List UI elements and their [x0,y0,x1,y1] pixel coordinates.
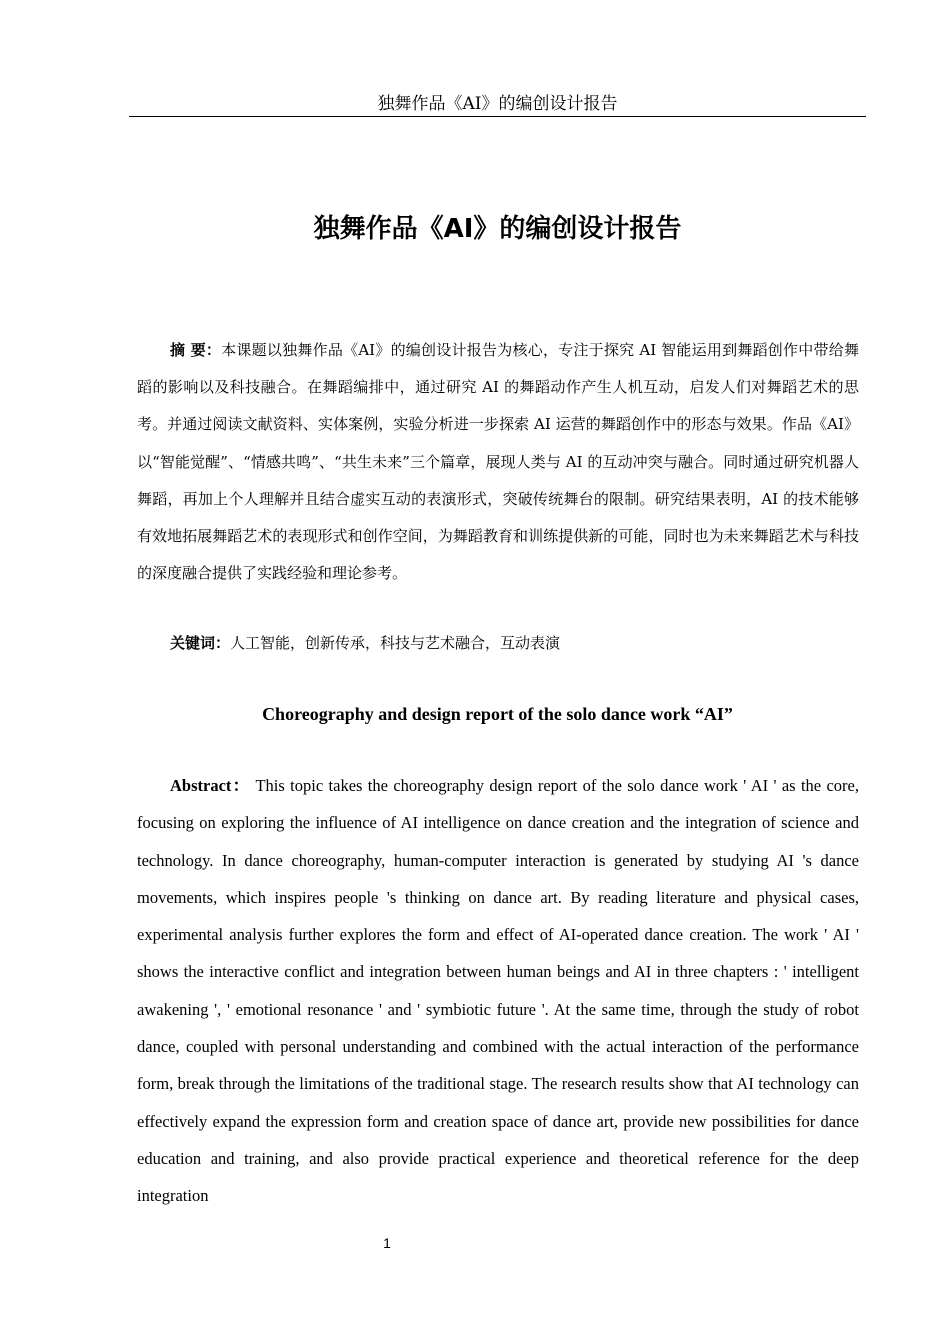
chinese-abstract-text: 本课题以独舞作品《AI》的编创设计报告为核心，专注于探究 AI 智能运用到舞蹈创作中带给舞蹈的影响以及科技融合。在舞蹈编排中，通过研究 AI 的舞蹈动作产生人机互动，启发人们对舞蹈艺术的思考。并通过阅读文献资料、实体案例，实验分析进一步探索 AI 运营的舞蹈创作中的形态与效果。作品《AI》以“智能觉醒”、“情感共鸣”、“共生未来”三个篇章，展现人类与 AI 的互动冲突与融合。同时通过研究机器人舞蹈，再加上个人理解并且结合虚实互动的表演形式，突破传统舞台的限制。研究结果表明，AI 的技术能够有效地拓展舞蹈艺术的表现形式和创作空间，为舞蹈教育和训练提供新的可能，同时也为未来舞蹈艺术与科技的深度融合提供了实践经验和理论参考。 [137,341,859,583]
english-abstract-label: Abstract： [170,776,251,795]
english-title: Choreography and design report of the solo dance work “AI” [262,704,733,724]
chinese-keywords-text: 人工智能，创新传承，科技与艺术融合，互动表演 [230,634,561,652]
english-abstract-text: This topic takes the choreography design report of the solo dance work ' AI ' as the core, focusing on exploring the influence of AI intelligence on dance creation and the integration of science and technology. In dance choreography, human-computer interaction is generated by studying AI 's dance movements, which inspires people 's thinking on dance art. By reading literature and physical cases, experimental analysis further explores the form and effect of AI-operated dance creation. The work ' AI ' shows the interactive conflict and integration between human beings and AI in three chapters : ' intelligent awakening ', ' emotional resonance ' and ' symbiotic future '. At the same time, through the study of robot dance, coupled with personal understanding and combined with the actual interaction of the performance form, break through the limitations of the traditional stage. The research results show that AI technology can effectively expand the expression form and creation space of dance art, provide new possibilities for dance education and training, and also provide practical experience and theoretical reference for the deep integration [137,776,859,1206]
header-rule [129,116,866,117]
page-number: 1 [383,1235,391,1251]
chinese-keywords-label: 关键词： [170,634,231,652]
chinese-abstract [137,332,859,592]
english-abstract [137,767,859,1215]
chinese-keywords [137,625,859,662]
running-header: 独舞作品《AI》的编创设计报告 [377,94,618,114]
document-title: 独舞作品《AI》的编创设计报告 [313,214,682,244]
chinese-abstract-label: 摘 要： [170,341,222,359]
